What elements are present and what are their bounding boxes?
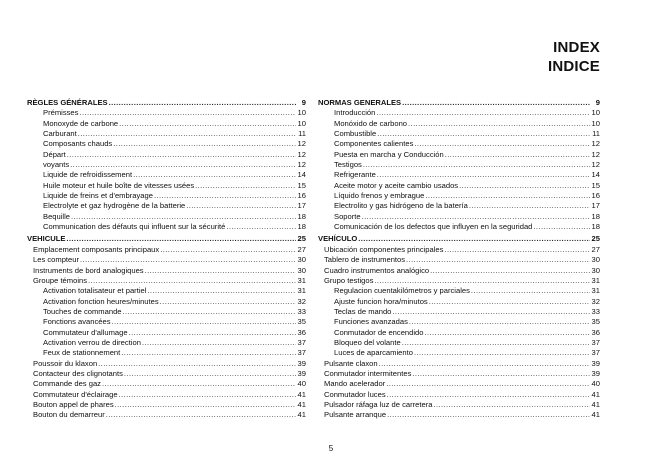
- toc-entry: [318, 255, 600, 265]
- toc-entry-label: Componentes calientes: [334, 139, 414, 149]
- toc-entry-page: 35: [297, 317, 306, 327]
- toc-entry-label: Pulsador ráfaga luz de carretera: [324, 399, 433, 409]
- toc-entry-label: Activation fonction heures/minutes: [43, 296, 159, 306]
- toc-entry-label: Comunicación de los defectos que influyen en la seguridad: [334, 222, 533, 232]
- toc-entry-page: 12: [297, 149, 306, 159]
- toc-entry-label: Activation verrou de direction: [43, 337, 141, 347]
- dot-leader: [377, 129, 590, 139]
- dot-leader: [71, 212, 296, 222]
- toc-entry-label: Tablero de instrumentos: [324, 255, 406, 265]
- toc-entry-page: 39: [591, 368, 600, 378]
- toc-entry-label: Commutateur d'éclairage: [33, 389, 118, 399]
- toc-entry-page: 12: [591, 139, 600, 149]
- toc-entry: [318, 400, 600, 410]
- toc-entry-page: 36: [297, 327, 306, 337]
- dot-leader: [66, 234, 296, 244]
- dot-leader: [112, 317, 296, 327]
- toc-entry-label: Communication des défauts qui influent sur la sécurité: [43, 222, 226, 232]
- dot-leader: [142, 338, 296, 348]
- toc-entry-label: Conmutador luces: [324, 389, 386, 399]
- toc-entry-page: 25: [591, 234, 600, 244]
- toc-entry: [27, 359, 306, 369]
- toc-section-heading: [318, 98, 600, 108]
- toc-entry: [318, 160, 600, 170]
- dot-leader: [425, 191, 590, 201]
- toc-entry-label: Soporte: [334, 211, 361, 221]
- toc-entry-label: Commutateur d'allumage: [43, 327, 128, 337]
- dot-leader: [414, 139, 590, 149]
- toc-entry-page: 27: [591, 244, 600, 254]
- toc-entry: [318, 191, 600, 201]
- toc-entry-page: 14: [591, 170, 600, 180]
- toc-entry-label: Bouton appel de phares: [33, 399, 114, 409]
- toc-entry: [27, 307, 306, 317]
- dot-leader: [154, 191, 296, 201]
- dot-leader: [414, 348, 590, 358]
- toc-entry: [27, 245, 306, 255]
- toc-entry-label: Mando acelerador: [324, 379, 386, 389]
- toc-entry-label: Funciones avanzadas: [334, 317, 408, 327]
- toc-entry-label: Grupo testigos: [324, 275, 374, 285]
- toc-entry-label: Teclas de mando: [334, 306, 392, 316]
- toc-entry: [318, 338, 600, 348]
- toc-entry-label: Ubicación componentes principales: [324, 244, 444, 254]
- toc-entry-label: Prémisses: [43, 108, 79, 118]
- toc-entry-page: 37: [297, 337, 306, 347]
- toc-entry: [27, 297, 306, 307]
- dot-leader: [406, 255, 590, 265]
- toc-entry-label: Contacteur des clignotants: [33, 368, 123, 378]
- toc-entry-page: 16: [591, 191, 600, 201]
- dot-leader: [79, 108, 296, 118]
- toc-entry: [27, 379, 306, 389]
- dot-leader: [102, 379, 296, 389]
- toc-entry-label: Touches de commande: [43, 306, 122, 316]
- toc-entry: [27, 222, 306, 232]
- toc-entry: [27, 201, 306, 211]
- dot-leader: [402, 338, 590, 348]
- dot-leader: [374, 276, 590, 286]
- toc-entry: [27, 369, 306, 379]
- dot-leader: [409, 317, 590, 327]
- dot-leader: [186, 201, 296, 211]
- toc-entry-page: 31: [591, 275, 600, 285]
- toc-entry: [27, 338, 306, 348]
- toc-entry-label: Combustible: [334, 129, 377, 139]
- toc-entry-page: 40: [591, 379, 600, 389]
- toc-entry-label: Départ: [43, 149, 66, 159]
- toc-entry-label: Huile moteur et huile boîte de vitesses usées: [43, 180, 195, 190]
- dot-leader: [362, 212, 590, 222]
- toc-entry: [27, 129, 306, 139]
- toc-entry-page: 11: [592, 129, 600, 139]
- toc-entry-page: 37: [297, 348, 306, 358]
- toc-entry-page: 10: [591, 118, 600, 128]
- toc-entry-page: 27: [297, 244, 306, 254]
- toc-entry-page: 36: [591, 327, 600, 337]
- toc-entry: [27, 212, 306, 222]
- toc-entry: [27, 191, 306, 201]
- dot-leader: [123, 307, 296, 317]
- dot-leader: [109, 98, 296, 108]
- toc-entry-label: NORMAS GENERALES: [318, 98, 402, 107]
- toc-entry-label: Bloqueo del volante: [334, 337, 401, 347]
- dot-leader: [88, 276, 296, 286]
- dot-leader: [471, 286, 590, 296]
- toc-entry-page: 12: [297, 160, 306, 170]
- dot-leader: [459, 181, 590, 191]
- dot-leader: [377, 170, 590, 180]
- dot-leader: [119, 119, 296, 129]
- dot-leader: [98, 359, 296, 369]
- toc-entry: [318, 108, 600, 118]
- toc-entry-page: 9: [595, 98, 600, 107]
- toc-entry-label: Feux de stationnement: [43, 348, 121, 358]
- toc-entry-label: RÈGLES GÉNÉRALES: [27, 98, 108, 107]
- dot-leader: [387, 390, 590, 400]
- toc-entry: [318, 150, 600, 160]
- toc-entry-page: 10: [297, 118, 306, 128]
- dot-leader: [133, 170, 296, 180]
- toc-entry: [27, 328, 306, 338]
- toc-entry: [318, 307, 600, 317]
- toc-entry-page: 12: [591, 160, 600, 170]
- dot-leader: [78, 129, 296, 139]
- toc-entry-label: Liquide de freins et d'embrayage: [43, 191, 153, 201]
- toc-entry-label: Monóxido de carbono: [334, 118, 408, 128]
- toc-entry-label: Conmutador intermitentes: [324, 368, 412, 378]
- toc-entry-label: Luces de aparcamiento: [334, 348, 413, 358]
- toc-entry-page: 41: [297, 410, 306, 420]
- dot-leader: [119, 390, 296, 400]
- toc-entry-page: 11: [298, 129, 306, 139]
- toc-entry-page: 41: [297, 399, 306, 409]
- toc-entry-page: 30: [297, 255, 306, 265]
- dot-leader: [67, 150, 296, 160]
- toc-entry: [318, 348, 600, 358]
- toc-entry-page: 18: [591, 211, 600, 221]
- dot-leader: [387, 410, 590, 420]
- toc-entry-label: Líquido frenos y embrague: [334, 191, 425, 201]
- toc-entry-label: Refrigerante: [334, 170, 376, 180]
- toc-entry-page: 41: [297, 389, 306, 399]
- toc-entry: [318, 410, 600, 420]
- toc-entry-page: 37: [591, 348, 600, 358]
- toc-section-heading: [27, 234, 306, 244]
- toc-entry-label: Fonctions avancées: [43, 317, 111, 327]
- index-column-spanish: [318, 98, 600, 421]
- toc-entry-page: 33: [297, 306, 306, 316]
- dot-leader: [115, 400, 296, 410]
- dot-leader: [429, 297, 590, 307]
- toc-entry-label: Commande des gaz: [33, 379, 101, 389]
- toc-entry: [318, 212, 600, 222]
- toc-entry-page: 15: [297, 180, 306, 190]
- dot-leader: [469, 201, 590, 211]
- index-titles: [548, 38, 600, 76]
- toc-entry-label: Liquide de refroidissement: [43, 170, 133, 180]
- toc-entry-page: 10: [591, 108, 600, 118]
- toc-entry-label: Aceite motor y aceite cambio usados: [334, 180, 459, 190]
- toc-entry-label: Testigos: [334, 160, 362, 170]
- toc-entry-page: 18: [297, 222, 306, 232]
- toc-entry: [27, 410, 306, 420]
- title-index: INDEX: [553, 39, 600, 56]
- dot-leader: [376, 108, 590, 118]
- toc-entry-label: voyants: [43, 160, 70, 170]
- dot-leader: [533, 222, 590, 232]
- dot-leader: [425, 328, 590, 338]
- title-indice: INDICE: [547, 58, 600, 75]
- dot-leader: [106, 410, 296, 420]
- toc-entry: [318, 266, 600, 276]
- dot-leader: [386, 379, 590, 389]
- toc-entry-label: Conmutador de encendido: [334, 327, 424, 337]
- toc-entry-page: 40: [297, 379, 306, 389]
- toc-entry-page: 17: [297, 201, 306, 211]
- toc-entry: [27, 400, 306, 410]
- dot-leader: [195, 181, 296, 191]
- toc-entry-page: 12: [297, 139, 306, 149]
- toc-section-heading: [27, 98, 306, 108]
- dot-leader: [433, 400, 590, 410]
- toc-entry: [27, 266, 306, 276]
- toc-entry-page: 32: [591, 296, 600, 306]
- toc-entry-label: Introducción: [334, 108, 376, 118]
- dot-leader: [70, 160, 296, 170]
- toc-entry: [318, 297, 600, 307]
- toc-entry-page: 12: [591, 149, 600, 159]
- toc-entry-page: 41: [591, 399, 600, 409]
- toc-entry-label: Pulsante claxon: [324, 358, 378, 368]
- toc-section-heading: [318, 234, 600, 244]
- toc-entry-label: Electrolyte et gaz hydrogène de la batterie: [43, 201, 186, 211]
- toc-entry-page: 37: [591, 337, 600, 347]
- toc-entry-page: 39: [297, 358, 306, 368]
- dot-leader: [430, 266, 590, 276]
- toc-entry: [318, 379, 600, 389]
- toc-entry-page: 41: [591, 410, 600, 420]
- dot-leader: [113, 139, 296, 149]
- toc-entry-page: 31: [297, 275, 306, 285]
- dot-leader: [160, 245, 296, 255]
- toc-entry-page: 31: [297, 286, 306, 296]
- dot-leader: [121, 348, 296, 358]
- toc-entry-page: 35: [591, 317, 600, 327]
- toc-entry-page: 30: [591, 265, 600, 275]
- toc-entry-label: Ajuste funcion hora/minutos: [334, 296, 428, 306]
- toc-entry: [27, 276, 306, 286]
- toc-entry-label: VEHICULE: [27, 234, 66, 244]
- toc-entry-label: Poussoir du klaxon: [33, 358, 98, 368]
- toc-entry-page: 32: [297, 296, 306, 306]
- toc-entry-label: Regulacion cuentakilómetros y parciales: [334, 286, 470, 296]
- toc-entry: [318, 245, 600, 255]
- toc-entry-page: 14: [297, 170, 306, 180]
- toc-entry-page: 10: [297, 108, 306, 118]
- toc-entry: [27, 255, 306, 265]
- toc-entry-label: Emplacement composants principaux: [33, 244, 160, 254]
- toc-entry: [27, 181, 306, 191]
- toc-entry: [318, 328, 600, 338]
- dot-leader: [412, 369, 590, 379]
- toc-entry-page: 25: [297, 234, 306, 244]
- toc-entry: [318, 276, 600, 286]
- dot-leader: [160, 297, 296, 307]
- toc-entry-page: 18: [297, 211, 306, 221]
- toc-entry-label: Pulsante arranque: [324, 410, 387, 420]
- dot-leader: [402, 98, 590, 108]
- toc-entry: [27, 119, 306, 129]
- dot-leader: [124, 369, 296, 379]
- toc-entry-label: Bequille: [43, 211, 71, 221]
- toc-entry: [318, 170, 600, 180]
- toc-entry-label: Cuadro instrumentos analógico: [324, 265, 430, 275]
- toc-entry-label: Electrolito y gas hidrógeno de la batería: [334, 201, 468, 211]
- dot-leader: [358, 234, 590, 244]
- toc-entry: [318, 222, 600, 232]
- toc-entry-page: 30: [591, 255, 600, 265]
- dot-leader: [226, 222, 296, 232]
- toc-entry-page: 39: [591, 358, 600, 368]
- toc-entry: [27, 286, 306, 296]
- toc-entry-label: Groupe témoins: [33, 275, 88, 285]
- toc-entry: [318, 181, 600, 191]
- toc-entry-page: 16: [297, 191, 306, 201]
- toc-entry-label: Composants chauds: [43, 139, 113, 149]
- toc-entry-label: Puesta en marcha y Conducción: [334, 149, 444, 159]
- toc-entry-label: Monoxyde de carbone: [43, 118, 119, 128]
- toc-entry: [27, 348, 306, 358]
- toc-entry: [27, 170, 306, 180]
- dot-leader: [129, 328, 296, 338]
- toc-entry: [318, 286, 600, 296]
- toc-entry-page: 41: [591, 389, 600, 399]
- dot-leader: [80, 255, 296, 265]
- dot-leader: [444, 245, 590, 255]
- toc-entry-page: 15: [591, 180, 600, 190]
- toc-entry-page: 9: [301, 98, 306, 107]
- toc-entry-page: 17: [591, 201, 600, 211]
- dot-leader: [408, 119, 590, 129]
- toc-entry: [27, 390, 306, 400]
- dot-leader: [392, 307, 590, 317]
- toc-entry-page: 39: [297, 368, 306, 378]
- dot-leader: [379, 359, 590, 369]
- toc-entry: [318, 129, 600, 139]
- index-column-french: [27, 98, 306, 421]
- toc-entry: [318, 369, 600, 379]
- toc-entry-label: Activation totalisateur et partiel: [43, 286, 147, 296]
- dot-leader: [363, 160, 590, 170]
- dot-leader: [147, 286, 296, 296]
- toc-entry-label: Bouton du demarreur: [33, 410, 105, 420]
- toc-entry: [318, 139, 600, 149]
- toc-entry-page: 33: [591, 306, 600, 316]
- toc-entry: [27, 139, 306, 149]
- toc-entry: [27, 108, 306, 118]
- toc-entry: [318, 359, 600, 369]
- toc-entry: [27, 160, 306, 170]
- toc-entry-page: 31: [591, 286, 600, 296]
- dot-leader: [445, 150, 590, 160]
- toc-entry: [318, 119, 600, 129]
- page-number: 5: [328, 444, 334, 453]
- toc-entry-page: 30: [297, 265, 306, 275]
- toc-entry-label: Carburant: [43, 129, 77, 139]
- toc-entry-page: 18: [591, 222, 600, 232]
- toc-entry: [27, 317, 306, 327]
- toc-entry: [27, 150, 306, 160]
- toc-entry: [318, 390, 600, 400]
- dot-leader: [145, 266, 296, 276]
- toc-entry: [318, 317, 600, 327]
- toc-entry-label: Les compteur: [33, 255, 80, 265]
- toc-entry-label: VEHÍCULO: [318, 234, 358, 244]
- toc-entry-label: Instruments de bord analogiques: [33, 265, 144, 275]
- toc-entry: [318, 201, 600, 211]
